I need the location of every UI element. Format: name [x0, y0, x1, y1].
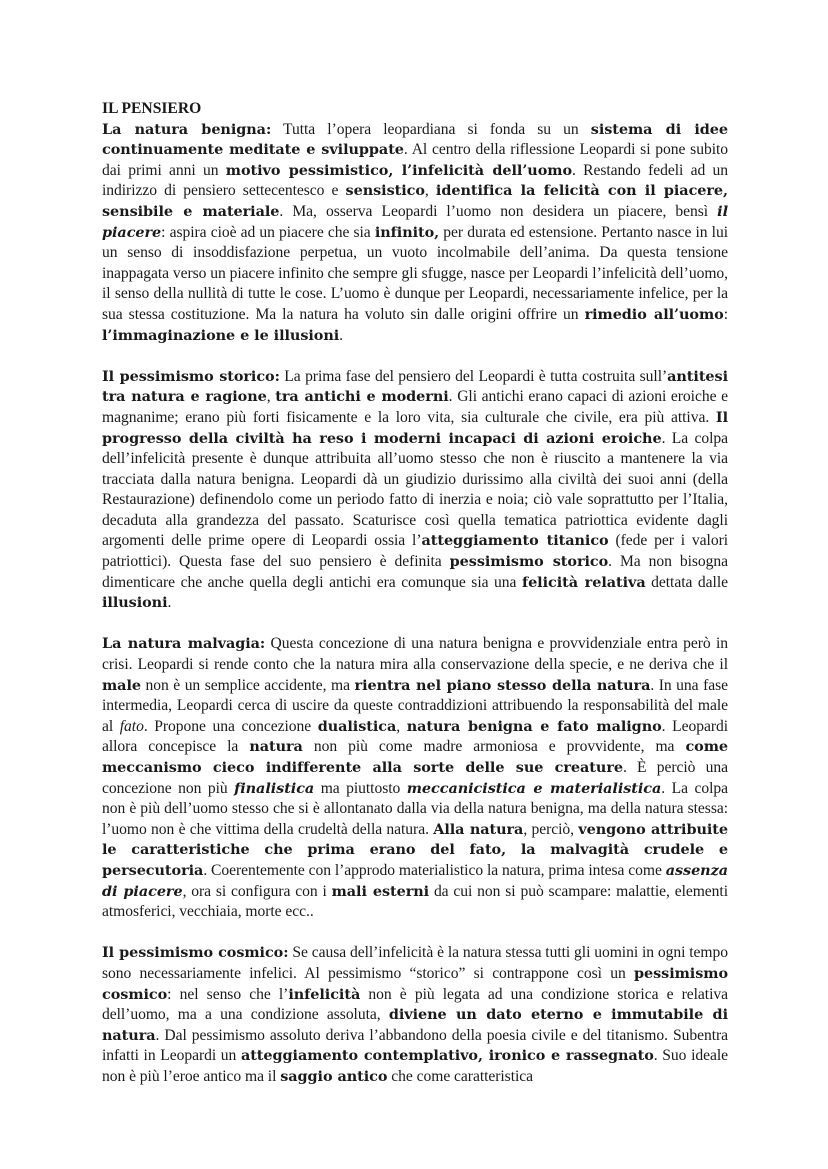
text-run: . Ma, osserva Leopardi l’uomo non desidera un piacere, bensì	[279, 202, 718, 220]
bold-run: saggio antico	[280, 1067, 388, 1085]
text-run: . È perciò una concezione non più	[102, 759, 728, 797]
section-heading: Il pessimismo cosmico:	[102, 944, 289, 962]
text-run: Se causa dell’infelicità è la natura stessa tutti gli uomini in ogni tempo sono necessariamente infelici. Al pessimismo “storico” si contrappone così un	[102, 944, 728, 982]
bold-run: tra antichi e moderni	[275, 388, 449, 406]
text-run: .	[167, 594, 172, 612]
bold-run: Il progresso della civiltà ha reso i moderni incapaci di azioni eroiche	[102, 408, 728, 447]
text-run: Tutta l’opera leopardiana si fonda su un	[271, 120, 591, 138]
section-pessimismo-cosmico	[102, 943, 728, 1087]
text-run: per durata ed estensione. Pertanto nasce in lui un senso di insoddisfazione perpetua, un vuoto incolmabile dell’anima. Da questa tensione inappagata verso un piacere infinito che sempre gli sfugge, nasce per Leopardi l’infelicità dell’uomo, il senso della nullità di tutte le cose. L’uomo è dunque per Leopardi, necessariamente infelice, per la sua stessa costituzione. Ma la natura ha voluto sin dalle origini offrire un	[102, 223, 728, 323]
bold-run: infelicità	[288, 985, 361, 1003]
bold-run: dualistica	[317, 717, 397, 735]
section-heading: La natura malvagia:	[102, 635, 266, 653]
bold-run: come meccanismo cieco indifferente alla sorte delle sue creature	[102, 738, 729, 776]
text-run: La prima fase del pensiero del Leopardi è tutta costruita sull’	[279, 367, 668, 385]
section-heading: La natura benigna:	[102, 120, 272, 138]
section-body	[102, 368, 728, 612]
bold-run: male	[102, 676, 141, 694]
text-run: . In una fase intermedia, Leopardi cerca di uscire da queste contraddizioni attribuendo la responsabilità del male al	[102, 676, 728, 735]
text-run: . Gli antichi erano capaci di azioni eroiche e magnanime; erano più forti fisicamente e la loro vita, sia culturale che civile, era più attiva.	[102, 388, 729, 426]
bold-italic-run: meccanicistica e materialistica	[406, 779, 662, 797]
bold-run: natura	[249, 738, 303, 756]
section-pessimismo-storico	[102, 367, 728, 614]
text-run: , ora si configura con i	[182, 882, 332, 900]
text-run: . Propone una concezione	[143, 717, 318, 735]
bold-run: identifica la felicità con il piacere, sensibile e materiale	[102, 182, 728, 220]
bold-run: atteggiamento contemplativo, ironico e rassegnato	[240, 1047, 654, 1065]
text-run: . Suo ideale non è più l’eroe antico ma il	[102, 1047, 728, 1085]
bold-run: pessimismo cosmico	[102, 964, 728, 1003]
bold-run: diviene un dato eterno e immutabile di natura	[102, 1006, 728, 1044]
bold-run: l’immaginazione e le illusioni	[102, 326, 340, 344]
text-run: .	[339, 326, 344, 344]
text-run: non più come madre armoniosa e provvidente, ma	[302, 738, 686, 756]
bold-run: rimedio all’uomo	[584, 305, 724, 323]
bold-run: antitesi tra natura e ragione	[102, 367, 728, 406]
bold-run: illusioni	[102, 594, 168, 612]
text-run: . Ma non bisogna dimenticare che anche quella degli antichi era comunque sia una	[102, 553, 728, 591]
bold-run: infinito,	[374, 223, 440, 241]
text-run: : aspira cioè ad un piacere che sia	[161, 223, 375, 241]
section-natura-benigna	[102, 120, 728, 347]
bold-run: pessimismo storico	[449, 553, 609, 571]
bold-run: motivo pessimistico, l’infelicità dell’uomo	[225, 161, 572, 179]
text-run: (fede per i valori patriottici). Questa fase del suo pensiero è definita	[102, 532, 728, 571]
bold-run: sistema di idee continuamente meditate e sviluppate	[102, 120, 728, 159]
text-run: dettata dalle	[645, 573, 728, 591]
bold-run: Alla natura	[433, 820, 524, 838]
section-body	[102, 635, 728, 920]
text-run: non è un semplice accidente, ma	[140, 676, 355, 694]
text-run: , perciò,	[523, 820, 579, 838]
text-run: . La colpa dell’infelicità presente è dunque attribuita all’uomo stesso che non è riuscito a mantenere la via tracciata dalla natura benigna. Leopardi dà un giudizio durissimo alla civiltà dei suoi anni (della Restaurazione) definendolo come un periodo fatto di inerzia e noia; ciò vale soprattutto per l’Italia, decaduta alla grandezza del passato. Scaturisce così quella tematica patriottica evidente dagli argomenti delle prime opere di Leopardi ossia l’	[102, 429, 728, 550]
text-run: . Restando fedeli ad un indirizzo di pensiero settecentesco e	[102, 161, 728, 200]
text-run: ,	[424, 182, 436, 200]
section-body	[102, 944, 728, 1085]
text-run: . Leopardi allora concepisce la	[102, 717, 728, 756]
italic-run: fato	[119, 717, 144, 735]
text-run: :	[723, 305, 728, 323]
bold-run: vengono attribuite le caratteristiche che prima erano del fato, la malvagità crudele e persecutoria	[102, 820, 728, 879]
text-run: ma piuttosto	[314, 779, 407, 797]
bold-run: sensistico	[345, 182, 425, 200]
bold-italic-run: assenza di piacere	[102, 861, 728, 900]
text-run: da cui non si può scampare: malattie, elementi atmosferici, vecchiaia, morte ecc..	[102, 882, 728, 921]
bold-run: rientra nel piano stesso della natura	[354, 676, 651, 694]
text-run: : nel senso che l’	[167, 985, 289, 1003]
bold-run: natura benigna e fato maligno	[406, 717, 662, 735]
bold-run: mali esterni	[331, 882, 430, 900]
bold-run: felicità relativa	[521, 573, 646, 591]
bold-italic-run: finalistica	[234, 779, 315, 797]
text-run: ,	[266, 388, 276, 406]
text-run: . Dal pessimismo assoluto deriva l’abbandono della poesia civile e del titanismo. Subentra infatti in Leopardi un	[102, 1026, 728, 1065]
text-run: ,	[396, 717, 407, 735]
text-run: . La colpa non è più dell’uomo stesso che si è allontanato dalla via della natura benigna, ma della natura stessa: l’uomo non è che vittima della crudeltà della natura.	[102, 779, 728, 838]
bold-italic-run: il piacere	[102, 202, 729, 241]
bold-run: atteggiamento titanico	[421, 532, 609, 550]
document-page	[102, 99, 728, 1088]
text-run: non è più legata ad una condizione storica e relativa dell’uomo, ma a una condizione assoluta,	[102, 985, 728, 1024]
section-natura-malvagia	[102, 634, 728, 922]
page-title: IL PENSIERO	[102, 100, 202, 117]
section-body	[102, 121, 728, 344]
text-run: . Al centro della riflessione Leopardi si pone subito dai primi anni un	[102, 141, 729, 179]
text-run: . Coerentemente con l’approdo materialistico la natura, prima intesa come	[203, 861, 666, 879]
text-run: che come caratteristica	[387, 1067, 534, 1085]
section-heading: Il pessimismo storico:	[102, 367, 280, 385]
text-run: Questa concezione di una natura benigna e provvidenziale entra però in crisi. Leopardi si rende conto che la natura mira alla conservazione della specie, e ne deriva che il	[102, 635, 728, 674]
